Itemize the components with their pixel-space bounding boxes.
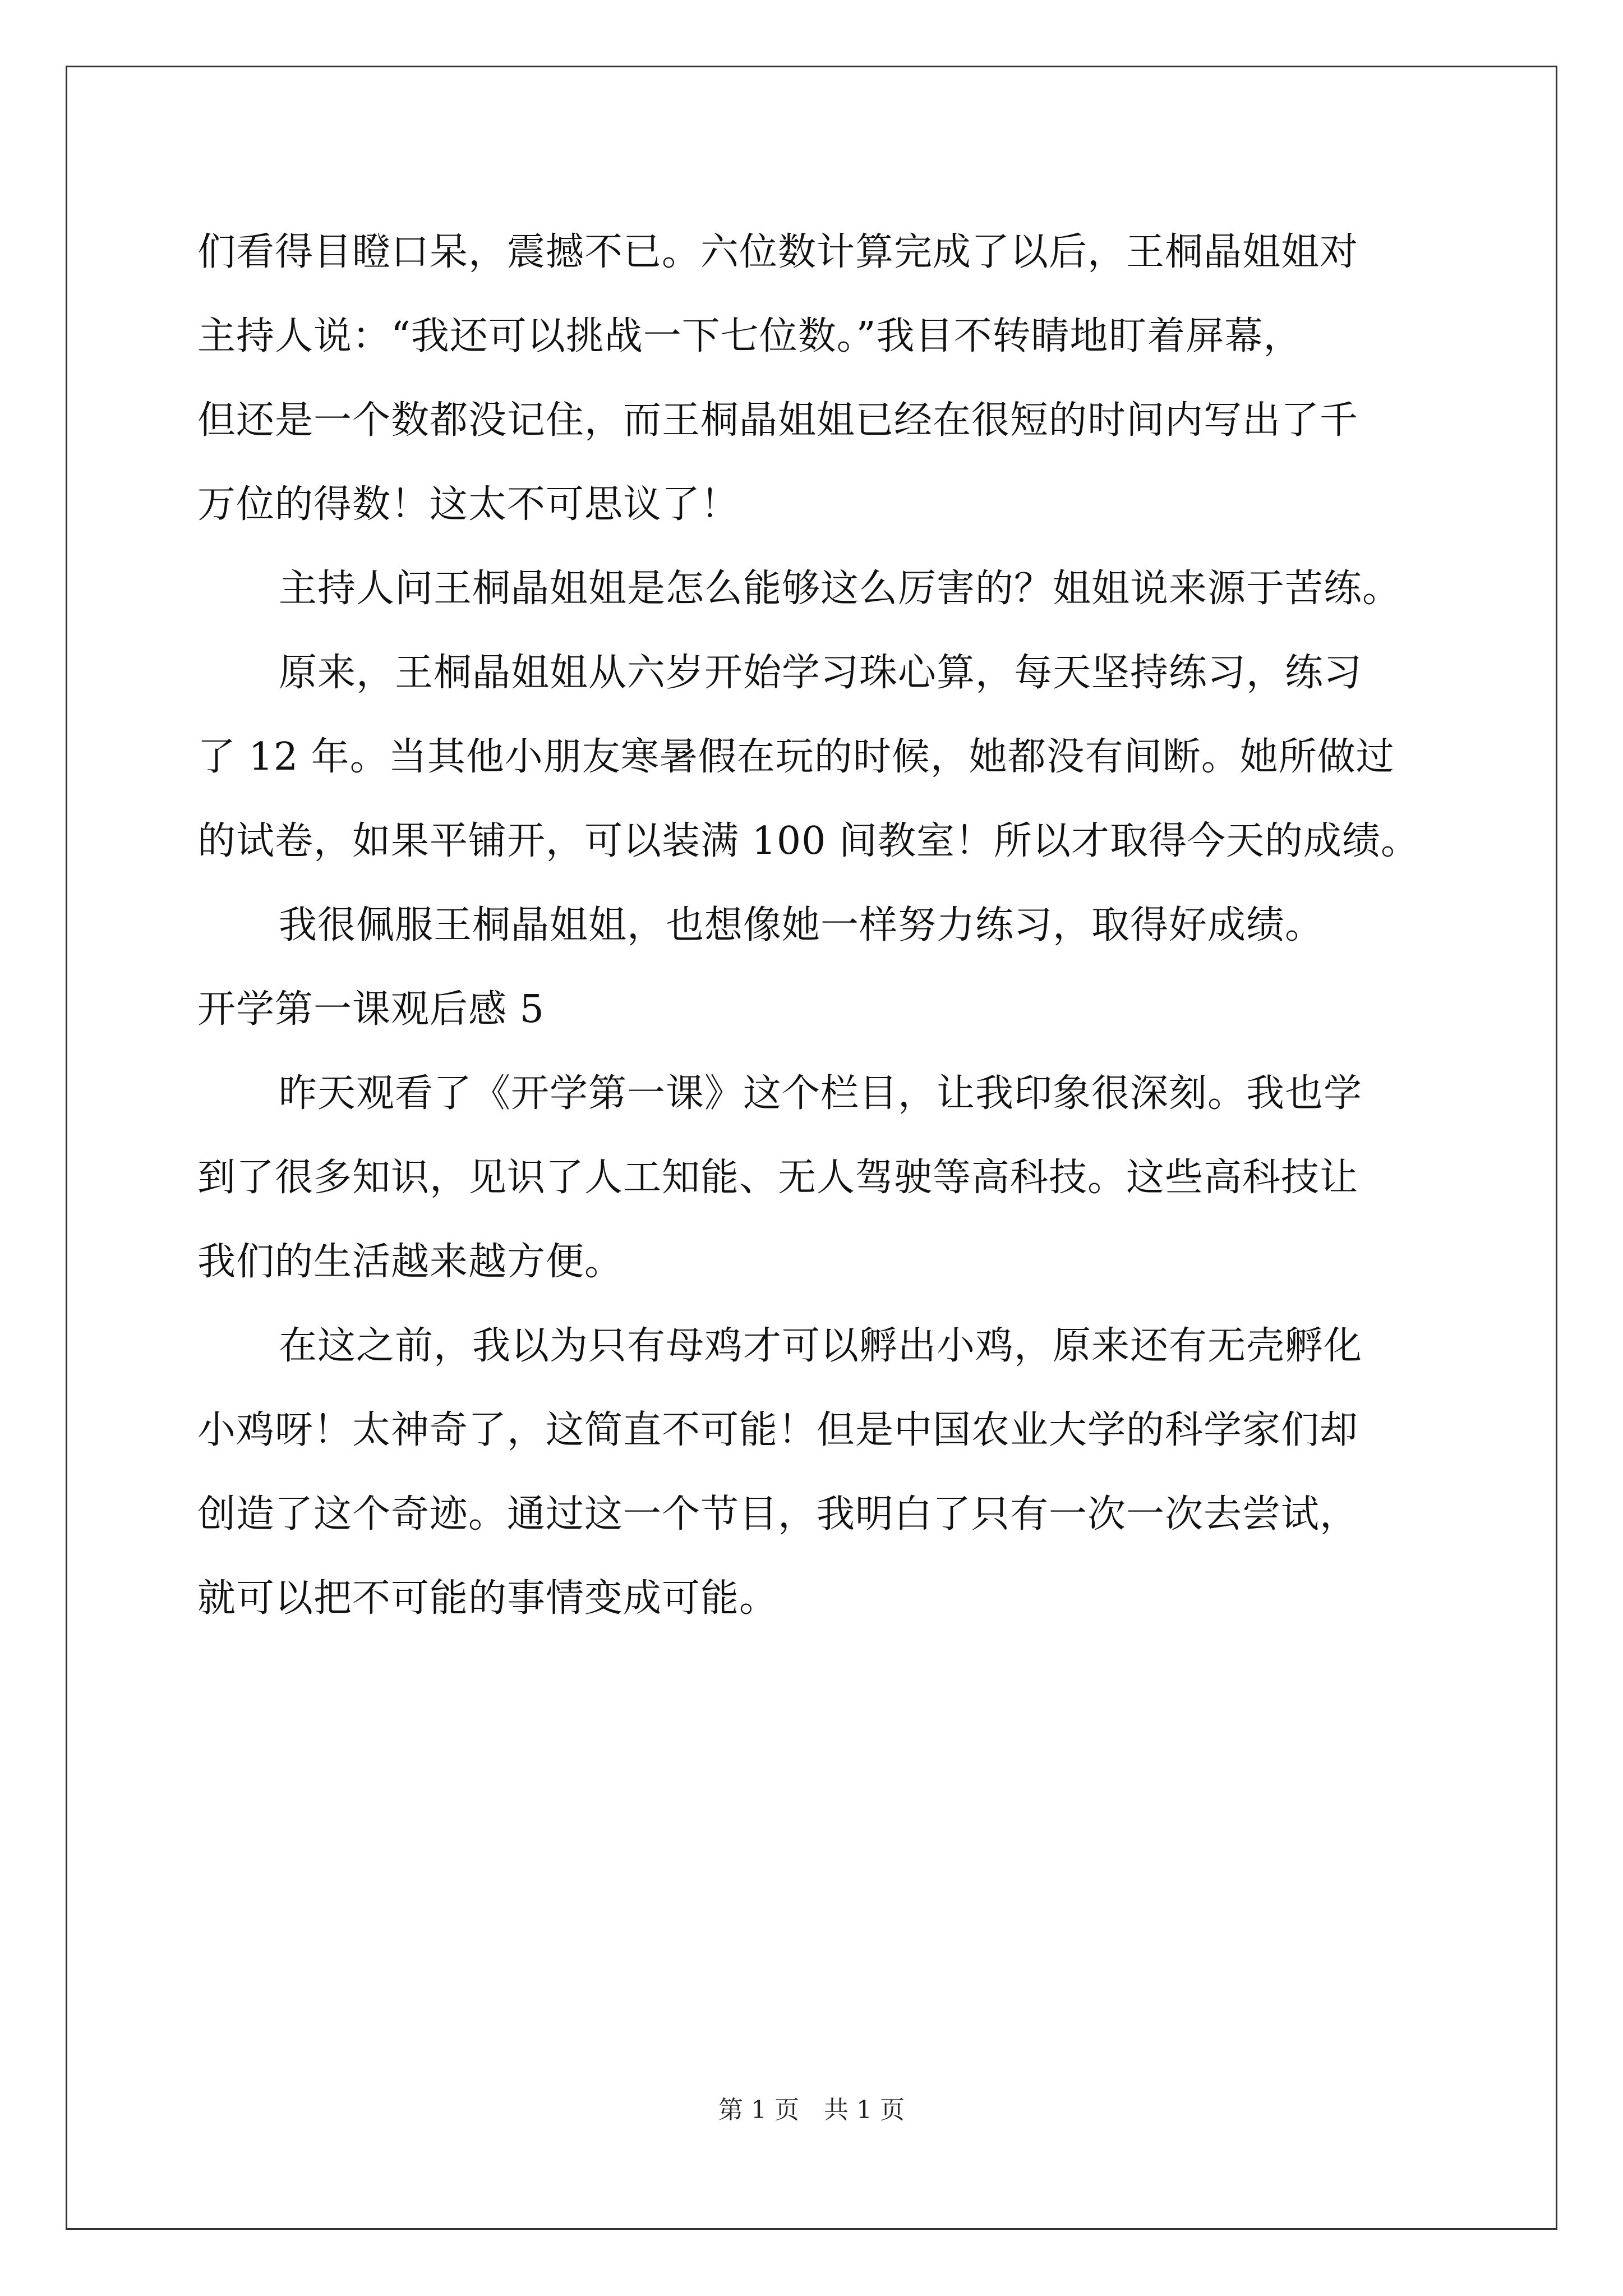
text-line-1: 们看得目瞪口呆，震撼不已。六位数计算完成了以后，王桐晶姐姐对 <box>197 230 1359 274</box>
text-line-12: 到了很多知识，见识了人工知能、无人驾驶等高科技。这些高科技让 <box>197 1156 1359 1200</box>
text-line-17: 就可以把不可能的事情变成可能。 <box>197 1576 778 1621</box>
text-line-2: 主持人说：“我还可以挑战一下七位数。”我目不转睛地盯着屏幕， <box>197 314 1302 358</box>
text-line-16: 创造了这个奇迹。通过这一个节目，我明白了只有一次一次去尝试， <box>197 1492 1359 1536</box>
text-line-8: 的试卷，如果平铺开，可以装满 100 间教室！所以才取得今天的成绩。 <box>197 819 1420 863</box>
paragraph-start-11: 昨天观看了《开学第一课》这个栏目，让我印象很深刻。我也学 <box>279 1071 1363 1116</box>
text-line-7: 了 12 年。当其他小朋友寒暑假在玩的时候，她都没有间断。她所做过 <box>197 735 1395 779</box>
document-body <box>197 210 1431 1641</box>
text-line-13: 我们的生活越来越方便。 <box>197 1240 624 1284</box>
paragraph-start-5: 主持人问王桐晶姐姐是怎么能够这么厉害的？姐姐说来源于苦练。 <box>279 567 1401 611</box>
text-line-15: 小鸡呀！太神奇了，这简直不可能！但是中国农业大学的科学家们却 <box>197 1408 1359 1452</box>
paragraph-start-6: 原来，王桐晶姐姐从六岁开始学习珠心算，每天坚持练习，练习 <box>279 651 1363 695</box>
text-line-4: 万位的得数！这太不可思议了！ <box>197 482 740 527</box>
section-heading: 开学第一课观后感 5 <box>197 987 545 1032</box>
paragraph-start-14: 在这之前，我以为只有母鸡才可以孵出小鸡，原来还有无壳孵化 <box>279 1324 1363 1368</box>
page-footer: 第 1 页 共 1 页 <box>718 2096 905 2124</box>
paragraph-start-9: 我很佩服王桐晶姐姐，也想像她一样努力练习，取得好成绩。 <box>279 903 1324 947</box>
text-line-3: 但还是一个数都没记住，而王桐晶姐姐已经在很短的时间内写出了千 <box>197 398 1359 443</box>
